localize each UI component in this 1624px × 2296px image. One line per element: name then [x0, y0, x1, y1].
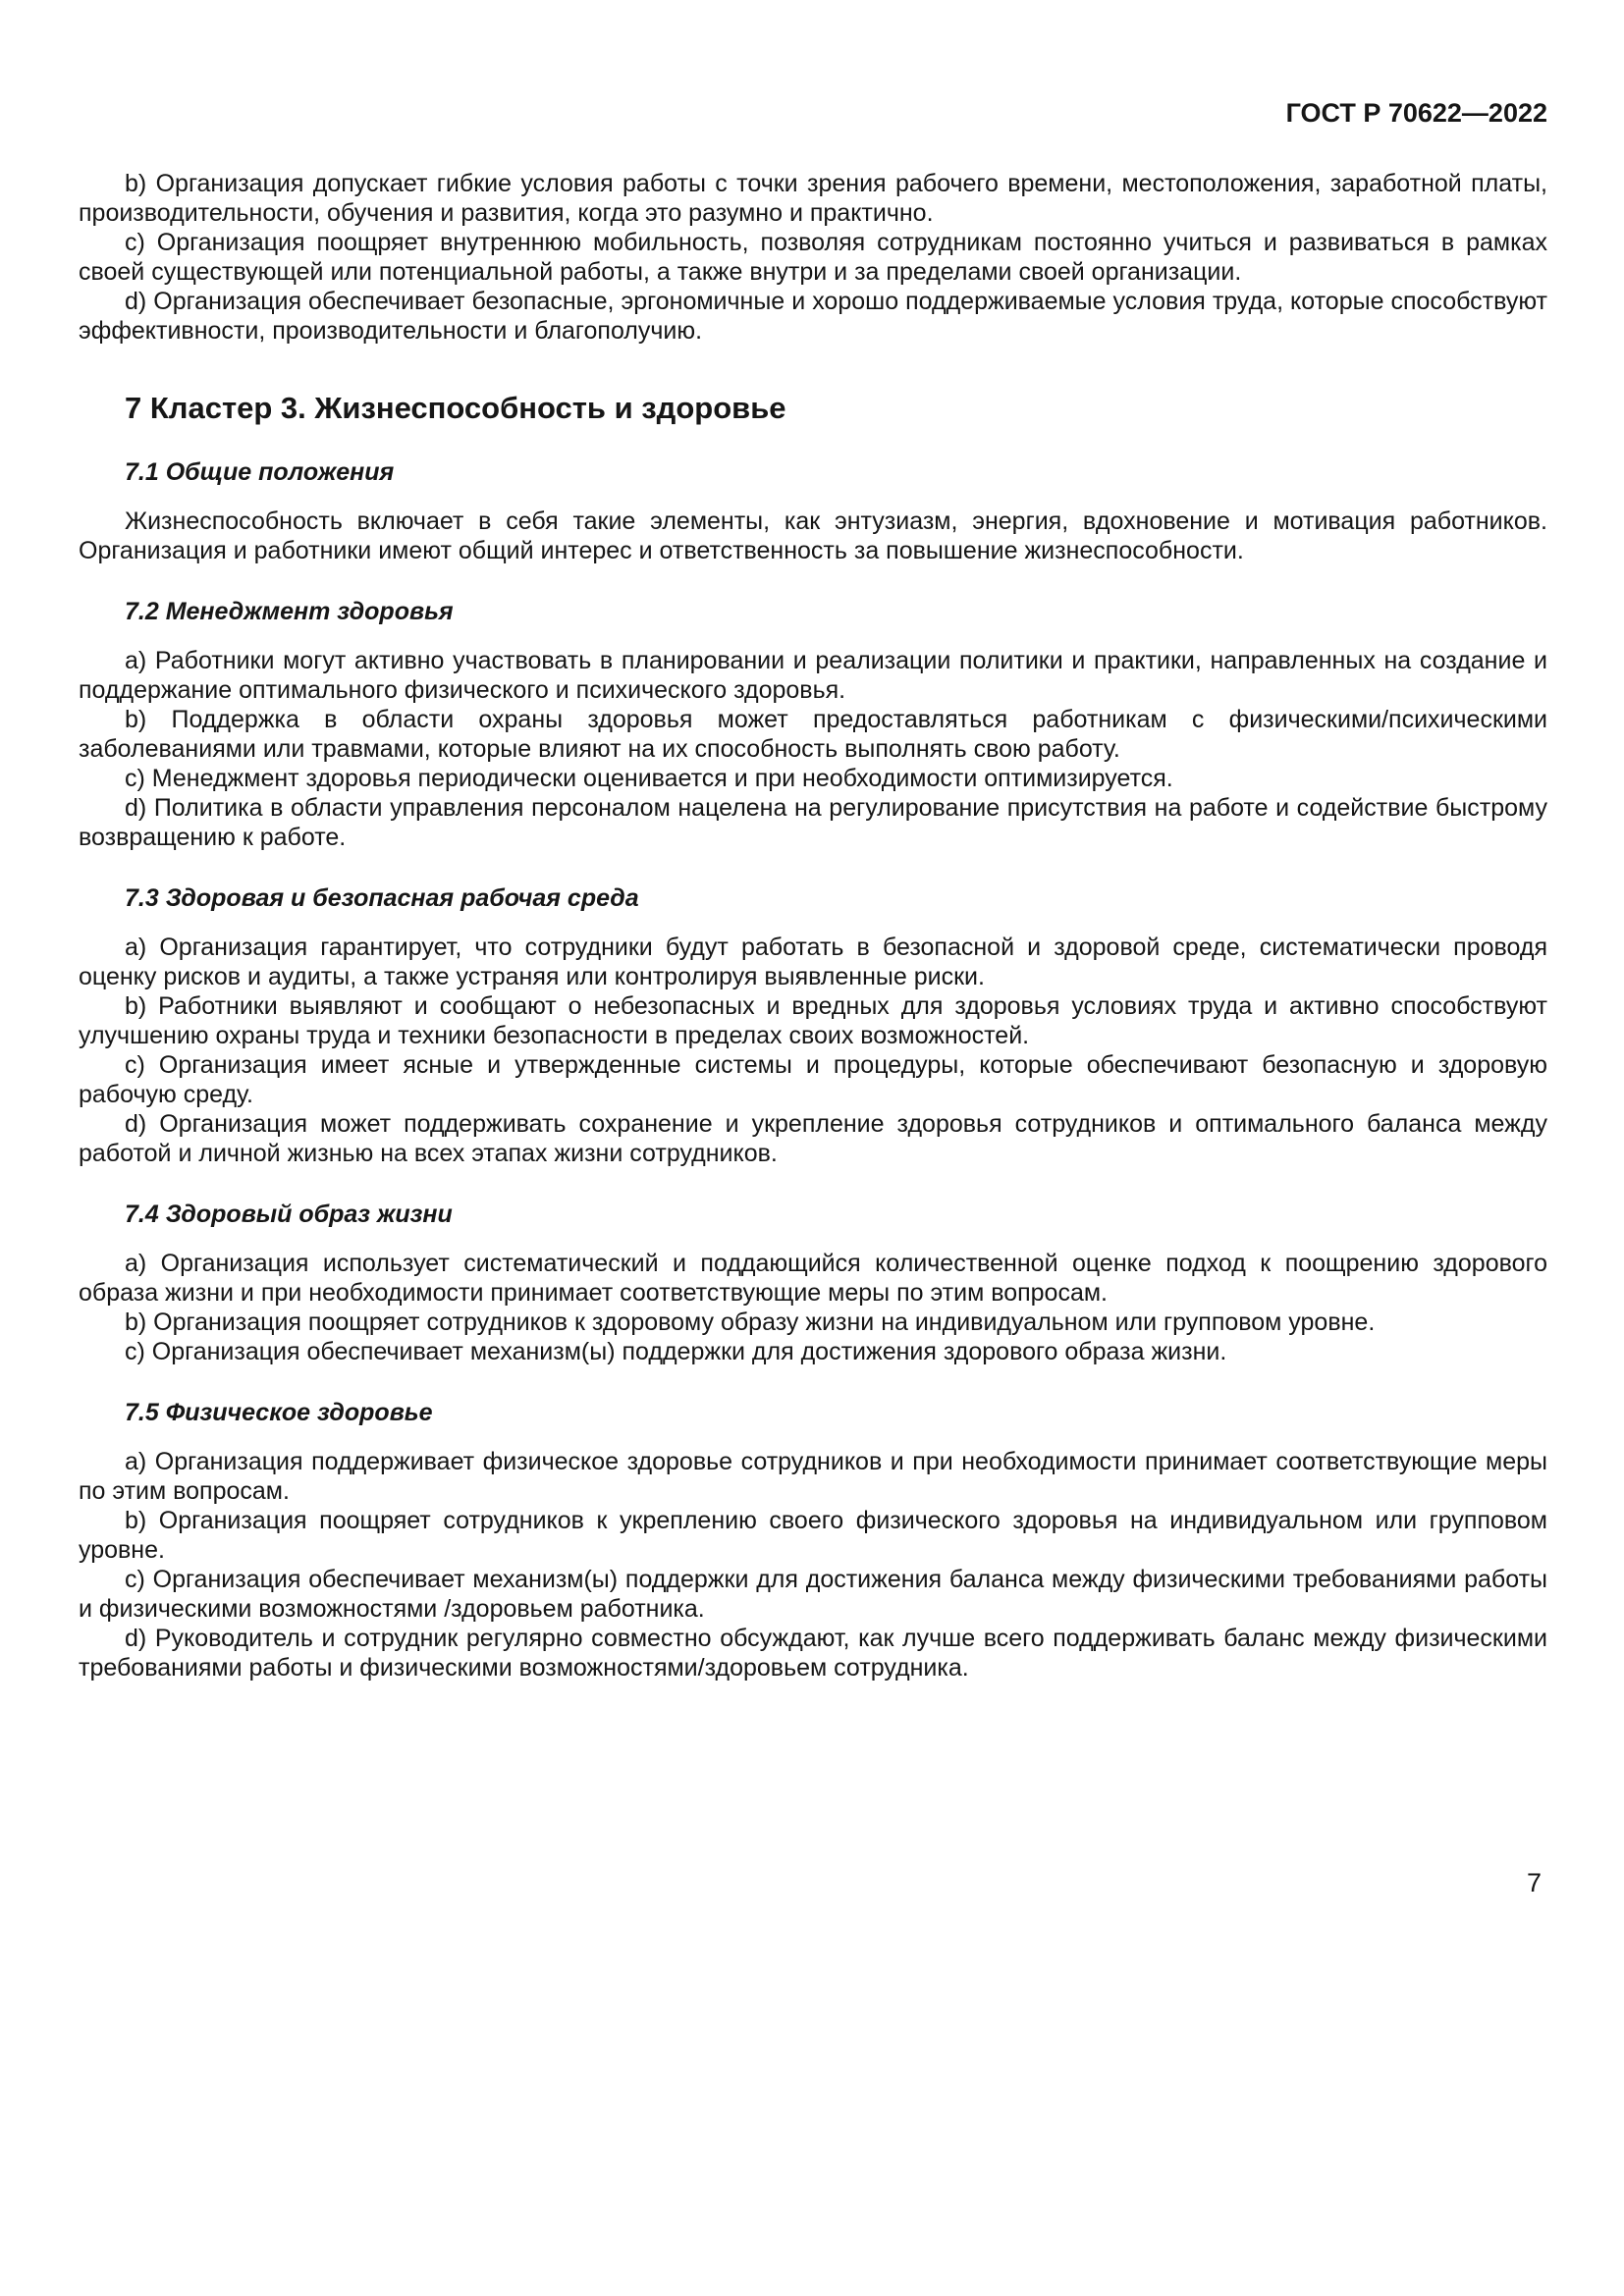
- paragraph-7-3-c: c) Организация имеет ясные и утвержденные системы и процедуры, которые обеспечивают безопасную и здоровую рабочую среду.: [79, 1051, 1547, 1108]
- paragraph-7-2-d: d) Политика в области управления персоналом нацелена на регулирование присутствия на работе и содействие быстрому возвращению к работе.: [79, 794, 1547, 851]
- paragraph-7-3-d: d) Организация может поддерживать сохранение и укрепление здоровья сотрудников и оптимального баланса между работой и личной жизнью на всех этапах жизни сотрудников.: [79, 1110, 1547, 1167]
- paragraph-7-5-a: a) Организация поддерживает физическое здоровье сотрудников и при необходимости принимает соответствующие меры по этим вопросам.: [79, 1448, 1547, 1505]
- paragraph-7-4-c: c) Организация обеспечивает механизм(ы) поддержки для достижения здорового образа жизни.: [125, 1338, 1227, 1365]
- doc-code-header: ГОСТ Р 70622—2022: [1285, 98, 1547, 128]
- section-title-7-5: 7.5 Физическое здоровье: [125, 1399, 433, 1426]
- intro-item-d: d) Организация обеспечивает безопасные, эргономичные и хорошо поддерживаемые условия труда, которые способствуют эффективности, производительности и благополучию.: [79, 288, 1547, 345]
- paragraph-7-4-a: a) Организация использует систематический и поддающийся количественной оценке подход к поощрению здорового образа жизни и при необходимости принимает соответствующие меры по этим вопросам.: [79, 1250, 1547, 1307]
- paragraph-7-3-a: a) Организация гарантирует, что сотрудники будут работать в безопасной и здоровой среде, систематически проводя оценку рисков и аудиты, а также устраняя или контролируя выявленные риски.: [79, 934, 1547, 990]
- page-number: 7: [1526, 1868, 1542, 1897]
- section-title-7-1: 7.1 Общие положения: [125, 458, 395, 486]
- paragraph-7-5-b: b) Организация поощряет сотрудников к укреплению своего физического здоровья на индивидуальном или групповом уровне.: [79, 1507, 1547, 1564]
- paragraph-7-2-b: b) Поддержка в области охраны здоровья может предоставляться работникам с физическими/психическими заболеваниями или травмами, которые влияют на их способность выполнять свою работу.: [79, 706, 1547, 763]
- paragraph-7-2-c: c) Менеджмент здоровья периодически оценивается и при необходимости оптимизируется.: [125, 765, 1173, 792]
- intro-item-c: c) Организация поощряет внутреннюю мобильность, позволяя сотрудникам постоянно учиться и развиваться в рамках своей существующей или потенциальной работы, а также внутри и за пределами своей организации.: [79, 229, 1547, 286]
- section-title-7-3: 7.3 Здоровая и безопасная рабочая среда: [125, 884, 639, 912]
- page-content: [79, 98, 1547, 1682]
- section-title-7-2: 7.2 Менеджмент здоровья: [125, 598, 454, 625]
- intro-item-b: b) Организация допускает гибкие условия работы с точки зрения рабочего времени, местоположения, заработной платы, производительности, обучения и развития, когда это разумно и практично.: [79, 170, 1547, 227]
- paragraph-7-1: Жизнеспособность включает в себя такие элементы, как энтузиазм, энергия, вдохновение и мотивация работников. Организация и работники имеют общий интерес и ответственность за повышение жизнеспособности.: [79, 507, 1547, 564]
- chapter-title: 7 Кластер 3. Жизнеспособность и здоровье: [125, 391, 786, 425]
- paragraph-7-3-b: b) Работники выявляют и сообщают о небезопасных и вредных для здоровья условиях труда и активно способствуют улучшению охраны труда и техники безопасности в пределах своих возможностей.: [79, 992, 1547, 1049]
- paragraph-7-5-c: c) Организация обеспечивает механизм(ы) поддержки для достижения баланса между физическими требованиями работы и физическими возможностями /здоровьем работника.: [79, 1566, 1547, 1623]
- section-title-7-4: 7.4 Здоровый образ жизни: [125, 1201, 453, 1228]
- paragraph-7-5-d: d) Руководитель и сотрудник регулярно совместно обсуждают, как лучше всего поддерживать баланс между физическими требованиями работы и физическими возможностями/здоровьем сотрудника.: [79, 1625, 1547, 1682]
- paragraph-7-4-b: b) Организация поощряет сотрудников к здоровому образу жизни на индивидуальном или групповом уровне.: [125, 1308, 1376, 1336]
- paragraph-7-2-a: a) Работники могут активно участвовать в планировании и реализации политики и практики, направленных на создание и поддержание оптимального физического и психического здоровья.: [79, 647, 1547, 704]
